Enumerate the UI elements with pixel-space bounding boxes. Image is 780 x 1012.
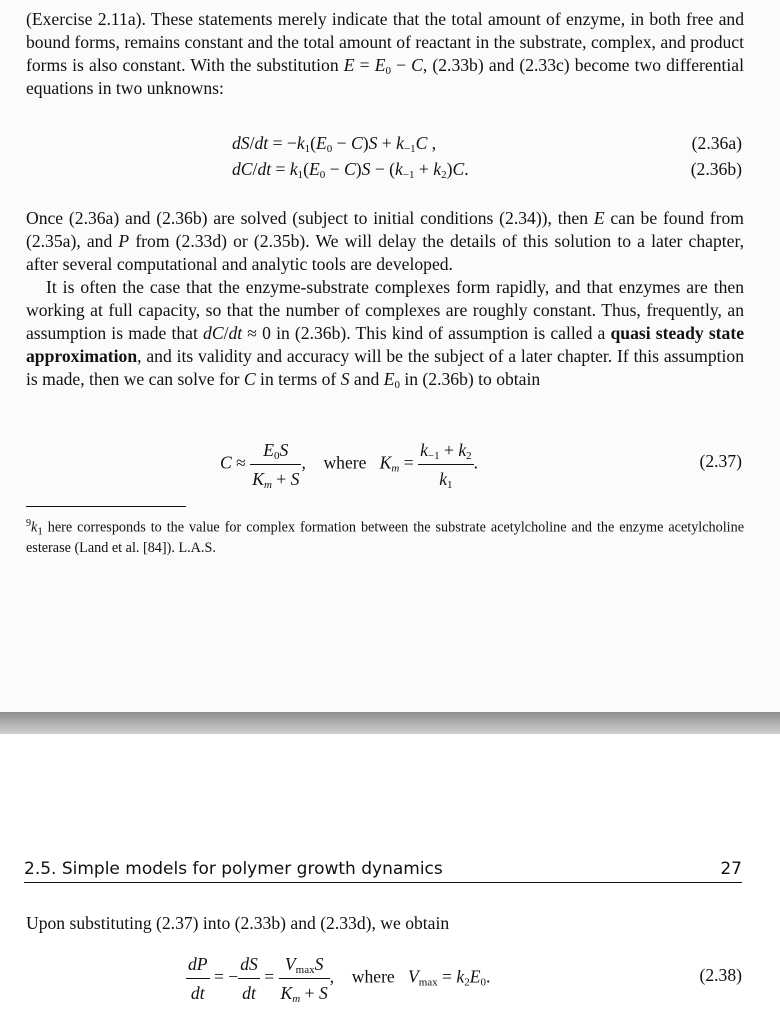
equation-2-37: C ≈ $\frac{E_0S}{K_m + S}$ , where $K_m$ = $\frac{k_{-1} + k_2}{k_1}$ . (220, 440, 479, 491)
equation-2-38: $\frac{dP}{dt}$ = − $\frac{dS}{dt}$ = $\frac{V_{max}S}{K_m + S}$ , where $V_{max} = k_2E_0$. (188, 954, 491, 1005)
equation-number-2-37: (2.37) (699, 451, 742, 471)
section-title: 2.5. Simple models for polymer growth dynamics (24, 859, 443, 879)
paragraph-substituting: Upon substituting (2.37) into (2.33b) and (2.33d), we obtain (26, 913, 450, 933)
running-head (24, 858, 742, 883)
qssa-term: quasi steady state approximation (26, 323, 745, 366)
equation-number-2-38: (2.38) (699, 965, 742, 985)
paragraph-conservation: (Exercise 2.11a). These statements merely indicate that the total amount of enzyme, in both free and bound forms, remains constant and the total amount of reactant in the substrate, complex, and product forms is also constant. With the substitution $E = E_0 - C$, (2.33b) and (2.33c) become two differential equations in two unknowns: (26, 9, 745, 98)
equation-2-36a: $dS/dt = -k_1(E_0 - C)S + k_{-1}C$ , (232, 133, 437, 155)
footnote-rule (26, 506, 186, 507)
paragraph-qssa: It is often the case that the enzyme-substrate complexes form rapidly, and that enzymes are then working at full capacity, so that the number of complexes are roughly constant. Thus, frequently, an assumption is made that dC/dt ≈ 0 in (2.36b). This kind of assumption is called a quasi steady state approximation, and its validity and accuracy will be the subject of a later chapter. If this assumption is made, then we can solve for C in terms of S and $E_0$ in (2.36b) to obtain (26, 277, 745, 391)
page-number: 27 (720, 859, 742, 879)
paragraph-solution: Once (2.36a) and (2.36b) are solved (subject to initial conditions (2.34)), then E can be found from (2.35a), and P from (2.33d) or (2.35b). We will delay the details of this solution to a later chapter, after several computational and analytic tools are developed. (26, 208, 744, 274)
equation-number-2-36a: (2.36a) (691, 133, 742, 153)
equation-2-36b: $dC/dt = k_1(E_0 - C)S - (k_{-1} + k_2)C$. (232, 159, 469, 181)
page-break (0, 712, 780, 734)
footnote: $^9k_1$ here corresponds to the value for complex formation between the substrate acetylcholine and the enzyme acetylcholine esterase (Land et al. [84]). L.A.S. (26, 518, 744, 556)
equation-number-2-36b: (2.36b) (690, 159, 742, 179)
